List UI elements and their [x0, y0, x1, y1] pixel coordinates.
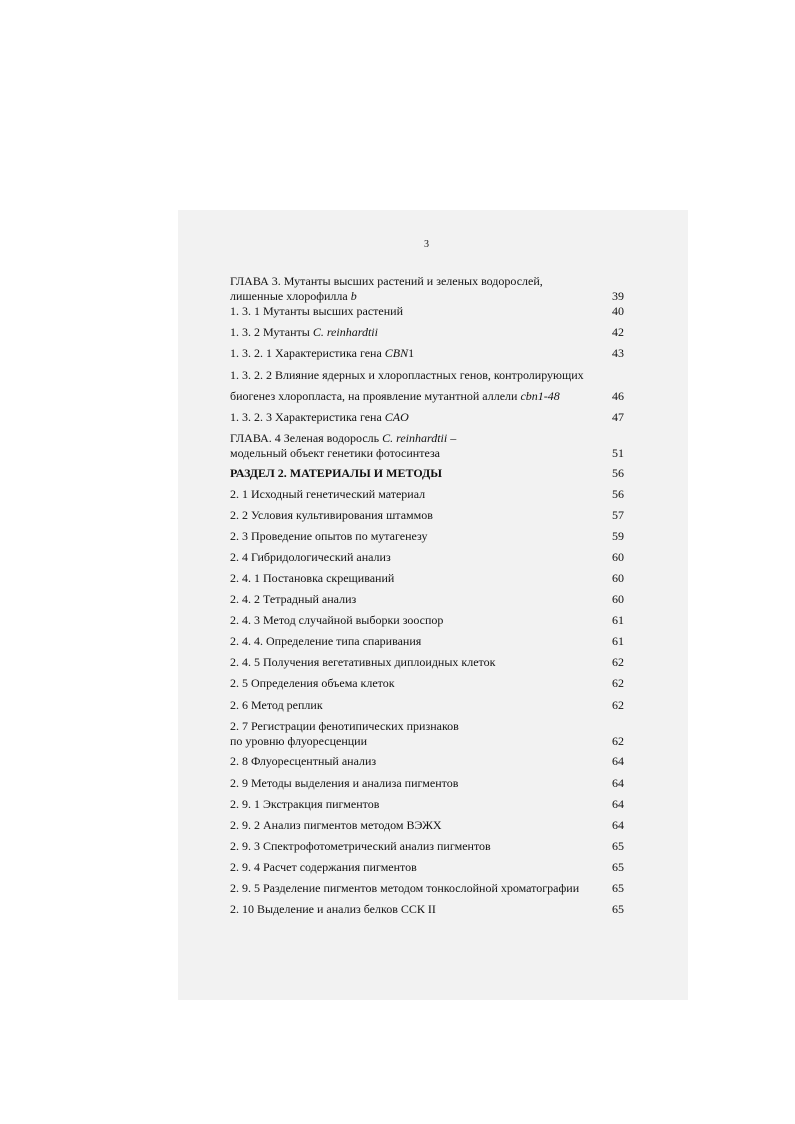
toc-entry-page: 64	[612, 776, 624, 790]
toc-entry-title: 2. 4. 3 Метод случайной выборки зооспор	[230, 613, 444, 627]
toc-entry-page: 40	[612, 304, 624, 318]
toc-entry-title-line2: биогенез хлоропласта, на проявление мутантной аллели cbn1-48	[230, 389, 560, 403]
toc-entry-page: 65	[612, 881, 624, 895]
toc-entry-page: 65	[612, 839, 624, 853]
toc-entry-page: 57	[612, 508, 624, 522]
toc-entry-title: 1. 3. 2. 1 Характеристика гена CBN1	[230, 346, 415, 360]
toc-entry-page: 61	[612, 634, 624, 648]
toc-entry-page: 56	[612, 466, 624, 480]
toc-entry-page: 51	[612, 446, 624, 460]
toc-entry-title: 2. 7 Регистрации фенотипических признаков	[230, 719, 459, 733]
toc-entry-title: 2. 4. 5 Получения вегетативных диплоидных клеток	[230, 655, 496, 669]
toc-entry-title: 2. 3 Проведение опытов по мутагенезу	[230, 529, 428, 543]
toc-entry-title: 2. 8 Флуоресцентный анализ	[230, 754, 377, 768]
toc-entry-page: 62	[612, 734, 624, 748]
toc-entry-title: 2. 10 Выделение и анализ белков ССК II	[230, 902, 436, 916]
toc-entry-title: 2. 5 Определения объема клеток	[230, 676, 395, 690]
toc-entry-title: 1. 3. 1 Мутанты высших растений	[230, 304, 404, 318]
toc-entry-page: 60	[612, 550, 624, 564]
toc-entry-page: 64	[612, 797, 624, 811]
toc-entry-page: 59	[612, 529, 624, 543]
toc-entry-title: 2. 4 Гибридологический анализ	[230, 550, 391, 564]
toc-entry-title: 2. 9. 4 Расчет содержания пигментов	[230, 860, 417, 874]
toc-entry-page: 62	[612, 676, 624, 690]
toc-entry-page: 61	[612, 613, 624, 627]
toc-entry-title-line2: модельный объект генетики фотосинтеза	[230, 446, 441, 460]
toc-entry-title: 2. 9. 5 Разделение пигментов методом тонкослойной хроматографии	[230, 881, 580, 895]
toc-entry-page: 47	[612, 410, 624, 424]
toc-entry-page: 42	[612, 325, 624, 339]
toc-entry-page: 43	[612, 346, 624, 360]
toc-entry-title: 2. 4. 4. Определение типа спаривания	[230, 634, 422, 648]
toc-entry-page: 60	[612, 592, 624, 606]
toc-entry-page: 62	[612, 698, 624, 712]
toc-entry-title: 2. 9. 3 Спектрофотометрический анализ пигментов	[230, 839, 491, 853]
toc-entry-page: 65	[612, 860, 624, 874]
toc-entry-title: 1. 3. 2 Мутанты C. reinhardtii	[230, 325, 378, 339]
toc-entry-title: ГЛАВА 3. Мутанты высших растений и зеленых водорослей,	[230, 274, 543, 288]
page-number: 3	[424, 239, 429, 250]
toc-entry-title-line2: лишенные хлорофилла b	[230, 289, 357, 303]
toc-entry-page: 56	[612, 487, 624, 501]
toc-entry-page: 64	[612, 818, 624, 832]
toc-entry-page: 60	[612, 571, 624, 585]
toc-entry-page: 39	[612, 289, 624, 303]
toc-entry-title: 2. 2 Условия культивирования штаммов	[230, 508, 433, 522]
toc-entry-title: 2. 9 Методы выделения и анализа пигментов	[230, 776, 459, 790]
toc-entry-title: 2. 4. 1 Постановка скрещиваний	[230, 571, 395, 585]
toc-entry-title: 2. 9. 1 Экстракция пигментов	[230, 797, 380, 811]
toc-entry-title: 2. 1 Исходный генетический материал	[230, 487, 426, 501]
toc-entry-page: 46	[612, 389, 624, 403]
toc-entry-title: ГЛАВА. 4 Зеленая водоросль C. reinhardtii –	[230, 431, 457, 445]
toc-entry-title-line2: по уровню флуоресценции	[230, 734, 368, 748]
toc-entry-title: 1. 3. 2. 2 Влияние ядерных и хлоропластных генов, контролирующих	[230, 368, 584, 382]
toc-entry-page: 64	[612, 754, 624, 768]
toc-entry-title: 1. 3. 2. 3 Характеристика гена CAO	[230, 410, 409, 424]
toc-entry-title: 2. 6 Метод реплик	[230, 698, 323, 712]
toc-entry-page: 65	[612, 902, 624, 916]
toc-entry-page: 62	[612, 655, 624, 669]
toc-entry-title: 2. 4. 2 Тетрадный анализ	[230, 592, 357, 606]
toc-entry-title: 2. 9. 2 Анализ пигментов методом ВЭЖХ	[230, 818, 442, 832]
toc-entry-title: РАЗДЕЛ 2. МАТЕРИАЛЫ И МЕТОДЫ	[230, 466, 443, 480]
